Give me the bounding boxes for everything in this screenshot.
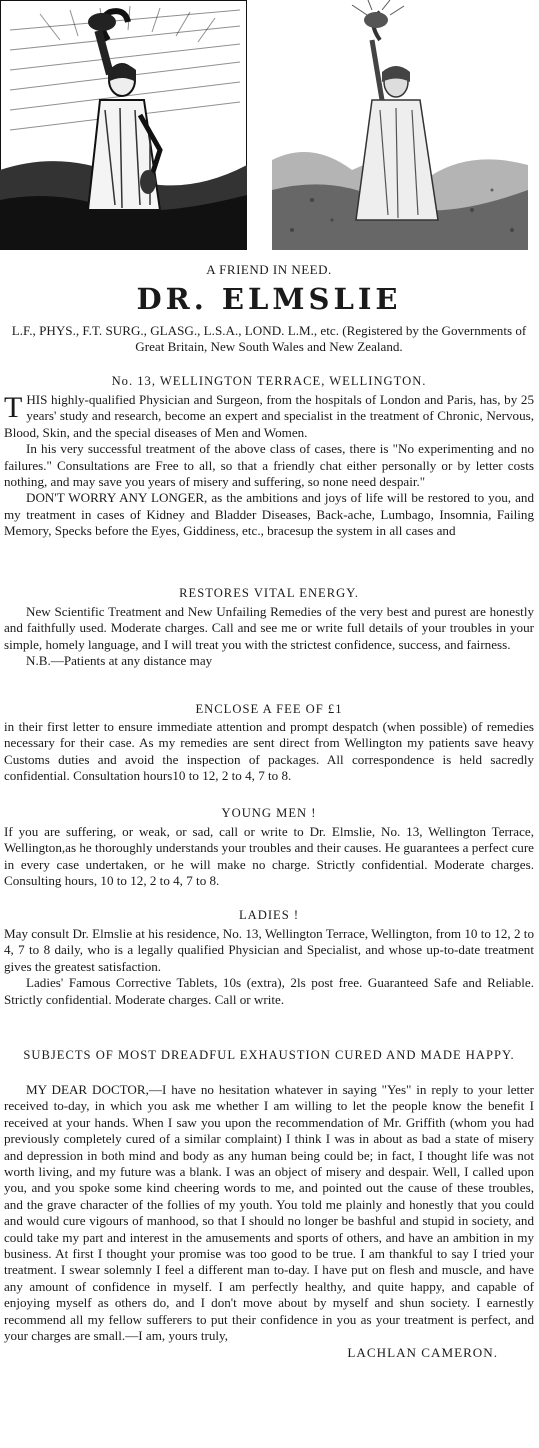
scientific-paragraph: New Scientific Treatment and New Unfailing Remedies of the very best and purest are honestly and faithfully used. Moderate charges. Call and see me or write full details of your troubles in your simple, homely language, and I will treat you with the strictest confidence, success, and fairness. xyxy=(4,604,534,652)
illustration-woman-left xyxy=(0,0,247,250)
subjects-heading: SUBJECTS OF MOST DREADFUL EXHAUSTION CURED AND MADE HAPPY. xyxy=(23,1048,515,1062)
enclose-paragraph: in their first letter to ensure immediate attention and prompt despatch (when possible) of remedies necessary for their case. As my remedies are sent direct from Wellington my patients save heavy Customs duties and avoid the inspection of packages. All correspondence is held sacredly confidential. Consultation hours10 to 12, 2 to 4, 7 to 8. xyxy=(4,719,534,784)
credentials: L.F., PHYS., F.T. SURG., GLASG., L.S.A., LOND. L.M., etc. (Registered by the Governments of Great Britain, New South Wales and New Zealand. xyxy=(11,323,527,355)
ladies-heading: LADIES ! xyxy=(238,908,300,922)
address: No. 13, WELLINGTON TERRACE, WELLINGTON. xyxy=(111,374,427,388)
nb-note: N.B.—Patients at any distance may xyxy=(26,653,213,669)
drop-cap: T xyxy=(4,391,23,424)
ladies-heading-block xyxy=(4,908,534,923)
ladies-tablets-paragraph: Ladies' Famous Corrective Tablets, 10s (extra), 2ls post free. Guaranteed Safe and Reliable. Strictly confidential. Moderate charges. Call or write. xyxy=(4,975,534,1007)
illustration-woman-right xyxy=(272,0,528,250)
enclose-block xyxy=(4,702,534,717)
young-men-heading-block xyxy=(4,806,534,821)
testimonial-letter: MY DEAR DOCTOR,—I have no hesitation whatever in saying "Yes" in reply to your letter received to-day, in which you ask me whether I am willing to let the people know the benefit I received at your hands. When I saw you upon the recommendation of Mr. Griffith (whom you had previously completely cured of a similar complaint) I think I was in about as bad a state of misery and depression in both mind and body as any human being could be; in fact, I thought life was not worth living, and my future was a blank. I was an object of misery and despair. Well, I called upon you, and you spoke some kind cheering words to me, and pointed out the cause of these troubles, and the grave character of the follies of my youth. You told me plainly and honestly that you could and would cure vigours of manhood, so that I should no longer be bashful and stupid in society, and could take my part and interest in the amusements and sports of others, and have an ambition in my business. At first I thought your promise was too good to be true. I am thankful to say I tried your treatment. I swear solemnly I feel a different man to-day. I have put on flesh and muscle, and have any amount of confidence in myself. I am perfectly healthy, and quite happy, and capable of enjoying myself as others do, and I don't move about by myself and shun society. I earnestly recommend all my fellow sufferers to put their confidence in you as your treatment is perfect, and your charges are small.—I am, yours truly, xyxy=(4,1082,534,1344)
young-men-paragraph: If you are suffering, or weak, or sad, call or write to Dr. Elmslie, No. 13, Wellington Terrace, Wellington,as he thoroughly understands your troubles and their causes. He guarantees a perfect cure in every case undertaken, or he will make no charge. Strictly confidential. Moderate charges. Consulting hours, 10 to 12, 2 to 4, 7 to 8. xyxy=(4,824,534,889)
ladies-block xyxy=(4,926,534,1008)
intro-block xyxy=(4,392,534,540)
restores-heading: RESTORES VITAL ENERGY. xyxy=(179,586,359,600)
intro-paragraph-3: DON'T WORRY ANY LONGER, as the ambitions and joys of life will be restored to you, and my treatment in cases of Kidney and Bladder Diseases, Back-ache, Lumbago, Insomnia, Failing Memory, Specks before the Eyes, Giddiness, etc., bracesup the system in all cases and xyxy=(4,490,534,539)
restores-block xyxy=(4,586,534,601)
young-men-block xyxy=(4,824,534,890)
headline: A FRIEND IN NEED. xyxy=(206,262,332,277)
subjects-heading-block xyxy=(4,1047,534,1063)
doctor-name-title: DR. ELMSLIE xyxy=(136,282,402,316)
scientific-block xyxy=(4,604,534,670)
signature: LACHLAN CAMERON. xyxy=(347,1344,498,1360)
ad-headline-block xyxy=(4,262,534,278)
young-men-heading: YOUNG MEN ! xyxy=(221,806,317,820)
ladies-paragraph: May consult Dr. Elmslie at his residence, No. 13, Wellington Terrace, Wellington, from 10 to 12, 2 to 4, 7 to 8 daily, who is a legally qualified Physician and Specialist, and whose up-to-date treatment gives the greatest satisfaction. xyxy=(4,926,534,974)
credentials-block xyxy=(4,323,534,356)
enclose-heading: ENCLOSE A FEE OF £1 xyxy=(195,702,343,716)
enclose-text-block xyxy=(4,719,534,785)
intro-paragraph-1 xyxy=(4,392,534,441)
address-block xyxy=(4,374,534,389)
intro-paragraph-1-text: HIS highly-qualified Physician and Surgeon, from the hospitals of London and Paris, has, by 25 years' study and research, become an expert and specialist in the treatment of Chronic, Nervous, Blood, Skin, and the special diseases of Men and Women. xyxy=(4,392,534,440)
intro-paragraph-2: In his very successful treatment of the above class of cases, there is "No experimenting and no failures." Consultations are Free to all, so that a friendly chat either personally or by letter costs nothing, and may save you years of misery and suffering, so none need despair." xyxy=(4,441,534,490)
testimonial-letter-block xyxy=(4,1082,534,1361)
ad-title-block xyxy=(4,283,534,315)
